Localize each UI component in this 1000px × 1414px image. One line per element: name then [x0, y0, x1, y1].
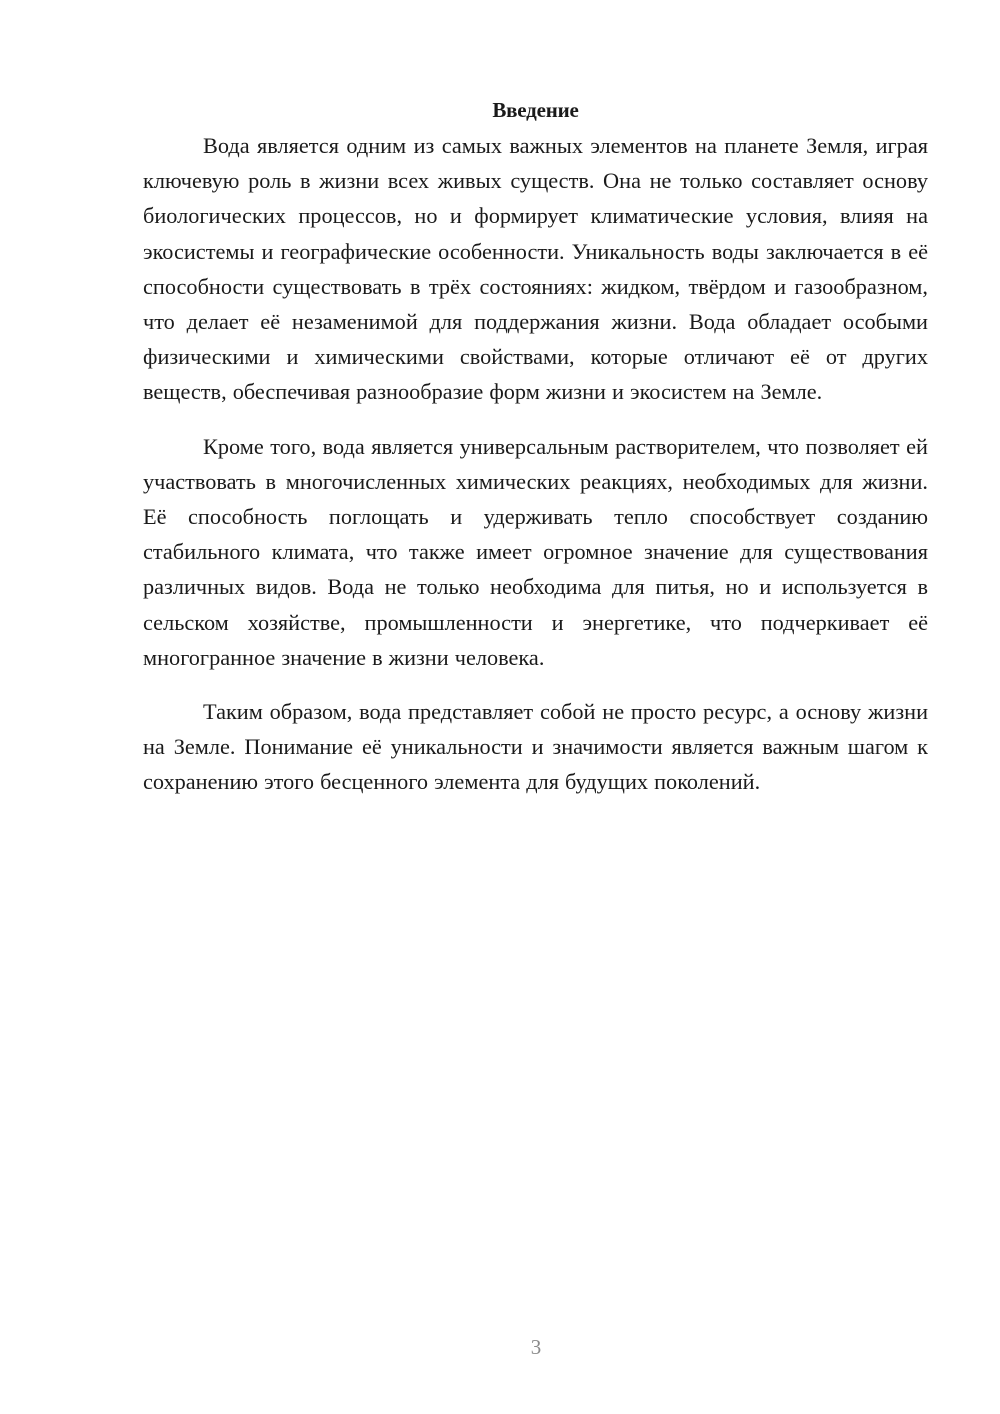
section-title: Введение [492, 98, 579, 122]
paragraph-1: Вода является одним из самых важных элементов на планете Земля, играя ключевую роль в жизни всех живых существ. Она не только составляет основу биологических процессов, но и формирует климатические условия, влияя на экосистемы и географические особенности. Уникальность воды заключается в её способности существовать в трёх состояниях: жидком, твёрдом и газообразном, что делает её незаменимой для поддержания жизни. Вода обладает особыми физическими и химическими свойствами, которые отличают её от других веществ, обеспечивая разнообразие форм жизни и экосистем на Земле. [143, 133, 928, 405]
page-content [143, 92, 928, 800]
paragraph-3: Таким образом, вода представляет собой не просто ресурс, а основу жизни на Земле. Понимание её уникальности и значимости является важным шагом к сохранению этого бесценного элемента для будущих поколений. [143, 699, 928, 795]
page-number: 3 [530, 1335, 542, 1359]
paragraph-2: Кроме того, вода является универсальным растворителем, что позволяет ей участвовать в многочисленных химических реакциях, необходимых для жизни. Её способность поглощать и удерживать тепло способствует созданию стабильного климата, что также имеет огромное значение для существования различных видов. Вода не только необходима для питья, но и используется в сельском хозяйстве, промышленности и энергетике, что подчеркивает её многогранное значение в жизни человека. [143, 433, 928, 670]
